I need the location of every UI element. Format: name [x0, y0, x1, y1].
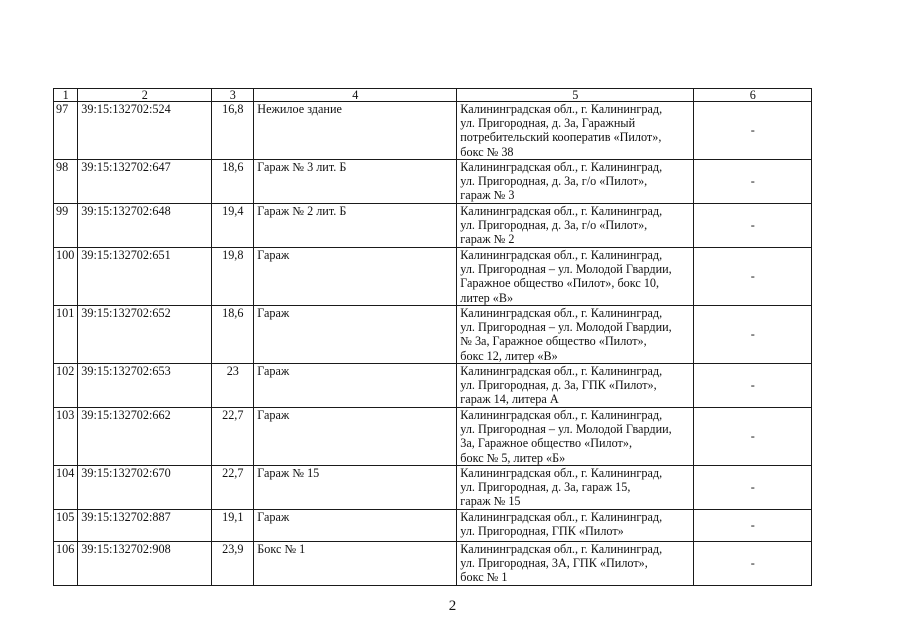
address-line: ул. Пригородная, д. 3а, г/о «Пилот»,	[460, 218, 648, 233]
address-cell	[457, 408, 694, 466]
address-cell	[457, 204, 694, 248]
row-number-cell: 99	[54, 204, 78, 248]
table-row	[54, 306, 812, 364]
row-number-cell: 97	[54, 102, 78, 160]
row-number-cell: 102	[54, 364, 78, 408]
address-line: Калининградская обл., г. Калининград,	[460, 160, 663, 174]
address-line: 3а, Гаражное общество «Пилот»,	[460, 436, 633, 451]
table-row	[54, 466, 812, 510]
object-name-cell: Гараж	[254, 364, 457, 408]
area-cell: 19,4	[212, 204, 254, 248]
address-line: ул. Пригородная, д. 3а, Гаражный	[460, 116, 636, 131]
address-line: гараж № 15	[460, 494, 521, 509]
area-cell: 23,9	[212, 542, 254, 586]
address-line: ул. Пригородная, 3А, ГПК «Пилот»,	[460, 556, 648, 571]
area-cell: 16,8	[212, 102, 254, 160]
address-cell	[457, 248, 694, 306]
address-line: литер «В»	[460, 290, 514, 305]
column-6-cell: -	[694, 160, 812, 204]
property-table	[53, 88, 812, 586]
column-header-4: 4	[254, 89, 457, 102]
column-6-cell: -	[694, 466, 812, 510]
object-name-cell: Нежилое здание	[254, 102, 457, 160]
address-line: Калининградская обл., г. Калининград,	[460, 306, 663, 320]
address-line: Калининградская обл., г. Калининград,	[460, 466, 663, 480]
column-6-cell: -	[694, 408, 812, 466]
area-cell: 23	[212, 364, 254, 408]
area-cell: 18,6	[212, 160, 254, 204]
row-number-cell: 106	[54, 542, 78, 586]
object-name-cell: Гараж № 3 лит. Б	[254, 160, 457, 204]
cadastral-number-cell: 39:15:132702:652	[78, 306, 212, 364]
area-cell: 18,6	[212, 306, 254, 364]
column-6-cell: -	[694, 542, 812, 586]
address-cell	[457, 160, 694, 204]
address-line: Калининградская обл., г. Калининград,	[460, 408, 663, 422]
object-name-cell: Гараж	[254, 306, 457, 364]
address-line: ул. Пригородная – ул. Молодой Гвардии,	[460, 320, 672, 335]
area-cell: 22,7	[212, 466, 254, 510]
column-6-cell: -	[694, 248, 812, 306]
object-name-cell: Гараж	[254, 248, 457, 306]
row-number-cell: 100	[54, 248, 78, 306]
address-line: гараж 14, литера А	[460, 392, 559, 407]
object-name-cell: Гараж	[254, 408, 457, 466]
address-line: Калининградская обл., г. Калининград,	[460, 542, 663, 556]
address-line: бокс № 1	[460, 570, 508, 585]
area-cell: 19,8	[212, 248, 254, 306]
table-body	[54, 102, 812, 586]
table-row	[54, 542, 812, 586]
address-line: Калининградская обл., г. Калининград,	[460, 510, 663, 524]
cadastral-number-cell: 39:15:132702:662	[78, 408, 212, 466]
row-number-cell: 101	[54, 306, 78, 364]
address-line: ул. Пригородная, д. 3а, гараж 15,	[460, 480, 631, 495]
column-6-cell: -	[694, 510, 812, 542]
area-cell: 22,7	[212, 408, 254, 466]
address-line: ул. Пригородная – ул. Молодой Гвардии,	[460, 422, 672, 437]
cadastral-number-cell: 39:15:132702:524	[78, 102, 212, 160]
object-name-cell: Бокс № 1	[254, 542, 457, 586]
table-row	[54, 248, 812, 306]
header-row	[54, 89, 812, 102]
address-cell	[457, 102, 694, 160]
object-name-cell: Гараж	[254, 510, 457, 542]
address-line: ул. Пригородная, д. 3а, г/о «Пилот»,	[460, 174, 648, 189]
address-line: ул. Пригородная, д. 3а, ГПК «Пилот»,	[460, 378, 657, 393]
page-number: 2	[448, 598, 457, 614]
address-cell	[457, 466, 694, 510]
table-row	[54, 408, 812, 466]
address-line: бокс 12, литер «В»	[460, 348, 558, 363]
row-number-cell: 103	[54, 408, 78, 466]
address-line: гараж № 2	[460, 232, 515, 247]
column-6-cell: -	[694, 204, 812, 248]
address-line: № 3а, Гаражное общество «Пилот»,	[460, 334, 647, 349]
address-cell	[457, 510, 694, 542]
column-header-2: 2	[78, 89, 212, 102]
object-name-cell: Гараж № 15	[254, 466, 457, 510]
row-number-cell: 105	[54, 510, 78, 542]
address-cell	[457, 306, 694, 364]
column-6-cell: -	[694, 306, 812, 364]
column-6-cell: -	[694, 364, 812, 408]
object-name-cell: Гараж № 2 лит. Б	[254, 204, 457, 248]
column-6-cell: -	[694, 102, 812, 160]
address-cell	[457, 542, 694, 586]
address-line: Калининградская обл., г. Калининград,	[460, 204, 663, 218]
address-line: Калининградская обл., г. Калининград,	[460, 102, 663, 116]
address-line: Гаражное общество «Пилот», бокс 10,	[460, 276, 660, 291]
table-row	[54, 364, 812, 408]
cadastral-number-cell: 39:15:132702:670	[78, 466, 212, 510]
column-header-6: 6	[694, 89, 812, 102]
column-header-5: 5	[457, 89, 694, 102]
cadastral-number-cell: 39:15:132702:653	[78, 364, 212, 408]
address-line: Калининградская обл., г. Калининград,	[460, 364, 663, 378]
column-header-1: 1	[54, 89, 78, 102]
cadastral-number-cell: 39:15:132702:651	[78, 248, 212, 306]
address-line: Калининградская обл., г. Калининград,	[460, 248, 663, 262]
table-row	[54, 510, 812, 542]
table-row	[54, 160, 812, 204]
row-number-cell: 104	[54, 466, 78, 510]
address-line: бокс № 5, литер «Б»	[460, 450, 566, 465]
row-number-cell: 98	[54, 160, 78, 204]
address-line: ул. Пригородная, ГПК «Пилот»	[460, 524, 624, 539]
column-header-3: 3	[212, 89, 254, 102]
address-line: ул. Пригородная – ул. Молодой Гвардии,	[460, 262, 672, 277]
cadastral-number-cell: 39:15:132702:887	[78, 510, 212, 542]
cadastral-number-cell: 39:15:132702:647	[78, 160, 212, 204]
address-line: бокс № 38	[460, 144, 514, 159]
table-row	[54, 204, 812, 248]
address-line: потребительский кооператив «Пилот»,	[460, 130, 662, 145]
address-cell	[457, 364, 694, 408]
address-line: гараж № 3	[460, 188, 515, 203]
cadastral-number-cell: 39:15:132702:908	[78, 542, 212, 586]
area-cell: 19,1	[212, 510, 254, 542]
cadastral-number-cell: 39:15:132702:648	[78, 204, 212, 248]
table-row	[54, 102, 812, 160]
